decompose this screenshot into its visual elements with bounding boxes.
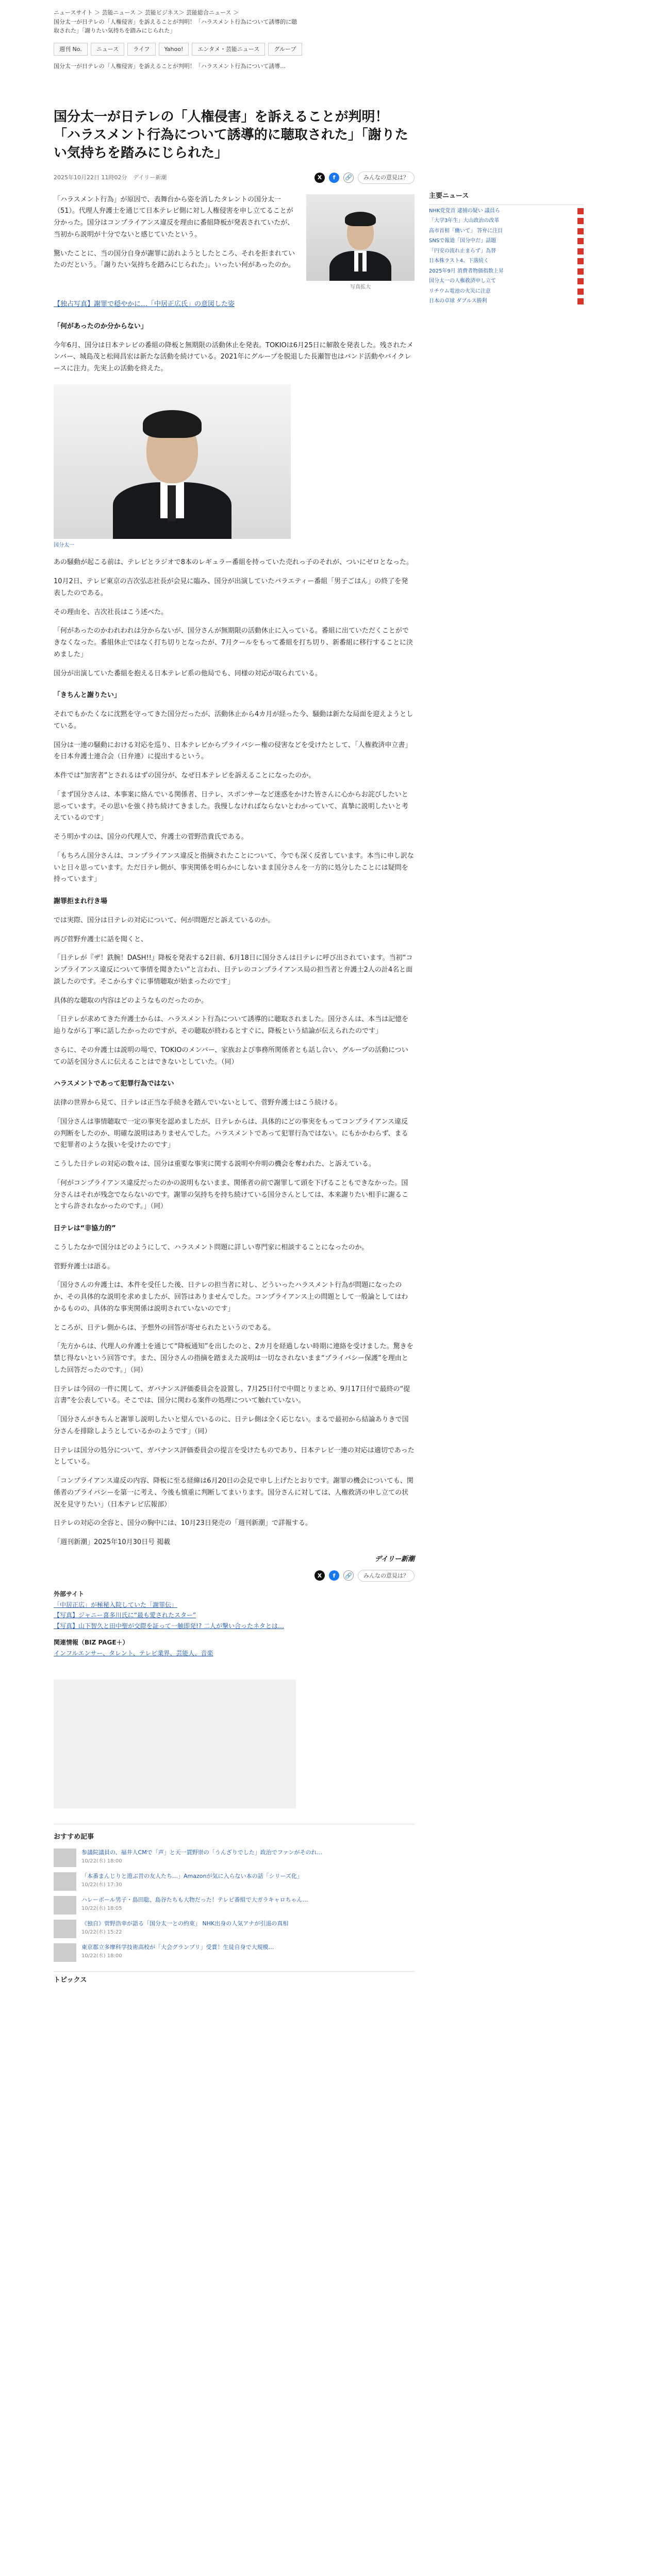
external-link[interactable]: 【写真】山下智久と田中聖が交際を証って一触即発!? 二人が撃い合ったネタとは… [54, 1622, 284, 1630]
new-badge-icon [577, 208, 584, 214]
new-badge-icon [577, 289, 584, 295]
recommend-thumbnail [54, 1943, 76, 1962]
paragraph: ところが、日テレ側からは、予想外の回答が寄せられたというのである。 [54, 1324, 275, 1332]
ad-slot[interactable] [54, 1680, 296, 1808]
link-copy-icon[interactable]: 🔗 [343, 1570, 354, 1581]
sidebar-news-text: 日本の卓球 ダブルス勝利 [429, 298, 487, 304]
recommend-section [54, 1824, 415, 1987]
recommend-item[interactable] [54, 1943, 415, 1962]
facebook-share-icon[interactable]: f [329, 173, 339, 183]
paragraph: 日テレは今回の一件に関して、ガバナンス評価委員会を設置し、7月25日付で中間とりまとめ、9月17日付で最終の“提言書”を公表している。そこでは、国分に関わる案件の処理について触れていない。 [54, 1385, 410, 1405]
x-share-icon[interactable]: X [315, 1570, 325, 1581]
article-source[interactable]: デイリー新潮 [133, 174, 167, 181]
paragraph: 「先方からは、代理人の弁護士を通じて“降板通知”を出したのと、2カ月を経過しない時期に連絡を受けました。驚きを禁じ得ないという回答です。また、国分さんの指摘を踏まえた説明は一切なされないまま“プライバシー保護”を理由とした回答だったのです。」（同） [54, 1343, 413, 1374]
opinion-button[interactable]: みんなの意見は？ [358, 172, 415, 183]
article-meta [54, 172, 415, 183]
portrait-figure [329, 210, 391, 281]
tag-links[interactable]: インフルエンサー、タレント、テレビ業界、芸能人、音楽 [54, 1649, 213, 1657]
recommend-date: 10/22(水) 15:22 [81, 1929, 122, 1936]
new-badge-icon [577, 228, 584, 234]
recommend-text: 「本番まんじりと遊ぶ昔の友人たち…」Amazonが気に入らない本の話「シリーズ化」 [81, 1872, 303, 1879]
paragraph: 「もちろん国分さんは、コンプライアンス違反と指摘されたことについて、今でも深く反省しています。本当に申し訳ないと日々思っています。ただ日テレ側が、事実関係を明らかにしないまま国分さんを一方的に処分したことには疑問を持っています」 [54, 852, 414, 884]
external-link[interactable]: 【写真】ジャニー喜多川氏に“最も愛されたスター” [54, 1612, 196, 1619]
sidebar-news-text: 高市首相「働いて」 答弁に注目 [429, 228, 503, 234]
paragraph: 再び菅野弁護士に話を聞くと、 [54, 935, 148, 943]
paragraph: 「国分さんがきちんと謝罪し説明したいと望んでいるのに、日テレ側は全く応じない。まるで最初から結論ありきで国分さんを排除しようとしているかのようです」（同） [54, 1416, 409, 1435]
photo-caption[interactable]: 写真拡大 [350, 284, 371, 290]
paragraph: さらに、その弁護士は説明の場で、TOKIOのメンバー、家族および事務所関係者とも話し合い、グループの活動についての話を国分さんに伝えることはできないとしていた。（同） [54, 1046, 408, 1066]
section-heading-3: 謝罪拒まれ行き場 [54, 897, 108, 906]
external-links [54, 1600, 415, 1631]
paragraph: 菅野弁護士は語る。 [54, 1262, 114, 1270]
paragraph: 「何があったのかわれわれは分からないが、国分さんが無期限の活動休止に入っている。番組に出ていただくことができなくなった。番組休止ではなく打ち切りとなったが、7月クールをもって番組を打ち切り、新番組に移行することに決めました」 [54, 627, 413, 658]
recommend-thumbnail [54, 1920, 76, 1938]
new-badge-icon [577, 218, 584, 224]
link-copy-icon[interactable]: 🔗 [343, 173, 354, 183]
paragraph: こうしたなかで国分はどのようにして、ハラスメント問題に詳しい専門家に相談することになったのか。 [54, 1243, 369, 1251]
new-badge-icon [577, 258, 584, 264]
article-date: 2025年10月22日 11時02分 [54, 174, 127, 181]
new-badge-icon [577, 238, 584, 244]
paragraph: 「何がコンプライアンス違反だったのかの説明もないまま、関係者の前で謝罪して頭を下げることもできなかった。国分さんはそれが残念でならないのです。謝罪の気持ちを持ち続けている国分さんとしては、本来謝りたい相手に謝ることすら許されなかったのです。」（同） [54, 1179, 408, 1211]
sidebar-news-item[interactable] [429, 287, 584, 296]
new-badge-icon [577, 298, 584, 304]
paragraph: 日テレは国分の処分について、ガバナンス評価委員会の提言を受けたものであり、日本テレビ一連の対応は適切であったとしている。 [54, 1446, 415, 1466]
section-heading-2: 「きちんと謝りたい」 [54, 691, 121, 700]
paragraph: こうした日テレの対応の数々は、国分は重要な事実に関する説明や弁明の機会を奪われた、と訴えている。 [54, 1160, 375, 1168]
x-share-icon[interactable]: X [315, 173, 325, 183]
share-bar-bottom [54, 1570, 415, 1582]
lead-paragraph: 「ハラスメント行為」が原因で、表舞台から姿を消したタレントの国分太一（51）。代理人弁護士を通じて日本テレビ側に対し人権侵害を申し立てることが分かった。国分はコンプライアンス違反を理由に番組降板が発表されていたが、当初から説明が十分でないと感じていたという。 [54, 195, 294, 239]
paragraph: 本件では“加害者”とされるはずの国分が、なぜ日本テレビを訴えることになったのか。 [54, 772, 316, 780]
section-heading-5: 日テレは“非協力的” [54, 1225, 116, 1233]
breadcrumb-link-1[interactable]: ニュースサイト ＞ 芸能ニュース ＞ 芸能ビジネス＞ 芸能総合ニュース ＞ [54, 9, 239, 16]
recommend-thumbnail [54, 1872, 76, 1891]
biz-page-title: 関連情報（BIZ PAGE＋） [54, 1638, 129, 1646]
sidebar-news-item[interactable] [429, 297, 584, 306]
main-photo[interactable] [54, 384, 291, 550]
breadcrumb-line-2: 国分太一が日テレの「人権侵害」を訴えることが判明！「ハラスメント行為について誘導的に聴 [54, 18, 297, 25]
sidebar-news-text: 「円安の流れ止まらず」為替 [429, 248, 496, 254]
sidebar-news-item[interactable] [429, 227, 584, 235]
opinion-button[interactable]: みんなの意見は？ [358, 1570, 415, 1582]
share-bar [315, 172, 415, 183]
portrait-image [306, 194, 415, 281]
tab-news[interactable]: ニュース [91, 43, 124, 56]
nav-tabs [54, 43, 464, 56]
recommend-thumbnail [54, 1896, 76, 1914]
breadcrumb-area [0, 0, 464, 71]
tab-yahoo[interactable]: Yahoo! [159, 43, 189, 56]
recommend-date: 10/22(水) 18:05 [81, 1906, 122, 1912]
article-title: 国分太一が日テレの「人権侵害」を訴えることが判明！「ハラスメント行為について誘導的に聴取された」「謝りたい気持ちを踏みにじられた」 [54, 109, 408, 161]
paragraph: 「コンプライアンス違反の内容、降板に至る経緯は6月20日の会見で申し上げたとおりです。謝罪の機会についても、関係者のプライバシーを第一に考え、今後も慎重に判断してまいります。国分さんに対しては、人権救済の申し立ての状況を見守りたい」（日本テレビ広報部） [54, 1477, 413, 1509]
new-badge-icon [577, 278, 584, 284]
paragraph: 日テレの対応の全容と、国分の胸中には、10月23日発売の「週刊新潮」で詳報する。 [54, 1519, 312, 1528]
publisher-logo[interactable]: デイリー新潮 [374, 1555, 415, 1563]
main-figure [113, 405, 231, 539]
sub-breadcrumb: 国分太一が日テレの「人権侵害」を訴えることが判明！「ハラスメント行為について誘導... [54, 63, 286, 70]
recommend-text: 参議院議員の、福井人CMで「声」と天一貫野崇の「うんざりでした」政治でファンがそのれ… [81, 1849, 323, 1856]
breadcrumb-line-3: 取された」「謝りたい気持ちを踏みにじられた」 [54, 27, 176, 35]
main-photo-caption[interactable]: 国分太一 [54, 542, 74, 548]
paragraph: 「まず国分さんは、本事案に絡んでいる関係者、日テレ、スポンサーなど迷惑をかけた皆さんに心からお詫びしたいと思っています。その思いを強く持ち続けてきました。我慢しなければならないとわかっていて、真摯に説明したいと考えているのです」 [54, 790, 408, 822]
paragraph: それでもかたくなに沈黙を守ってきた国分だったが、活動休止から4カ月が経った今、騒動は新たな局面を迎えようとしている。 [54, 710, 413, 730]
external-link[interactable]: 「中居正広」が極秘入院していた「謝罪伝」 [54, 1601, 178, 1608]
sidebar-news-text: リチウム電池の火災に注意 [429, 288, 491, 294]
sidebar-news-item[interactable] [429, 237, 584, 245]
lead-photo[interactable] [306, 194, 415, 292]
tab-life[interactable]: ライフ [127, 43, 155, 56]
article-lead [54, 194, 415, 292]
sidebar-news-item[interactable] [429, 277, 584, 285]
recommend-thumbnail [54, 1849, 76, 1867]
paragraph: 「日テレが『ザ！鉄腕！DASH!!』降板を発表する2日前、6月18日に国分さんは日テレに呼び出されています。当初“コンプライアンス違反について事情を聞きたい”と言われ、日テレのコンプライアンス局の担当者と弁護士2人の計4名と面談したのです。そこからすぐに事情聴取が始まったのです」 [54, 954, 413, 986]
recommend-item[interactable] [54, 1920, 415, 1938]
sidebar-news-item[interactable] [429, 247, 584, 256]
sidebar-news-text: 「大学3年生」大山政治の改革 [429, 218, 500, 224]
paragraph: そう明かすのは、国分の代理人で、弁護士の菅野浩貴氏である。 [54, 833, 248, 841]
sidebar-news-item[interactable] [429, 217, 584, 225]
new-badge-icon [577, 268, 584, 275]
facebook-share-icon[interactable]: f [329, 1570, 339, 1581]
section-heading-1: 「何があったのか分からない」 [54, 322, 147, 330]
recommend-item[interactable] [54, 1896, 415, 1914]
paragraph: 「日テレが求めてきた弁護士からは、ハラスメント行為について誘導的に聴取されました。国分さんは、本当は記憶を辿りながら丁寧に話したかったのですが、その聴取が終わるとすぐに、降板という結論が伝えられたのです」 [54, 1015, 409, 1036]
sidebar-news-item[interactable] [429, 267, 584, 276]
recommend-item[interactable] [54, 1849, 415, 1867]
paragraph: 国分が出演していた番組を抱える日本テレビ系の他局でも、同様の対応が取られている。 [54, 669, 322, 677]
paragraph: その理由を、吉次社長はこう述べた。 [54, 608, 168, 616]
main-image [54, 384, 291, 539]
sidebar-title: 主要ニュース [429, 191, 584, 205]
recommend-title: おすすめ記事 [54, 1833, 94, 1841]
topics-heading: トピックス [54, 1971, 415, 1987]
section-heading-4: ハラスメントであって犯罪行為ではない [54, 1080, 174, 1088]
related-link-photo[interactable]: 【独占写真】謝罪で穏やかに…「中居正広氏」の意図した姿 [54, 300, 235, 309]
sidebar-news-item[interactable] [429, 207, 584, 215]
sidebar-news-text: NHK党党首 逮捕の疑い 議員ら [429, 208, 500, 214]
paragraph: 国分は一連の騒動における対応を巡り、日本テレビからプライバシー権の侵害などを受けたとして、「人権救済申立書」を日本弁護士連合会（日弁連）に提出するという。 [54, 741, 412, 761]
article [54, 108, 415, 1986]
sidebar [429, 191, 584, 306]
paragraph: では実際、国分は日テレの対応について、何が問題だと訴えているのか。 [54, 916, 275, 924]
tab-group[interactable]: グループ [268, 43, 302, 56]
paragraph: 10月2日、テレビ東京の吉次弘志社長が会見に臨み、国分が出演していたバラエティー番組「男子ごはん」の終了を発表したのである。 [54, 578, 408, 597]
sidebar-news-text: SNSで報道「国分中だ」話題 [429, 238, 496, 244]
sidebar-news-text: 2025年9月 消費者物価指数上昇 [429, 268, 504, 274]
paragraph: あの騒動が起こる前は、テレビとラジオで8本のレギュラー番組を持っていた売れっ子のそれが、ついにゼロとなった。 [54, 558, 413, 567]
recommend-item[interactable] [54, 1872, 415, 1891]
external-sites-title: 外部サイト [54, 1590, 85, 1598]
recommend-date: 10/22(水) 17:30 [81, 1882, 122, 1888]
recommend-text: 《独自》菅野浩幸が語る「国分太一との約束」 NHK出身の人気アナが引退の真相 [81, 1920, 289, 1927]
paragraph: 今年6月、国分は日本テレビの番組の降板と無期限の活動休止を発表。TOKIOは6月25日に解散を発表した。残されたメンバー、城島茂と松岡昌宏は新たな活動を続けている。2021年にグループを脱退した長瀬智也はバンド活動やバイクレースに注力。先実上の活動を終えた。 [54, 341, 413, 373]
tab-weekly[interactable]: 週刊 No. [54, 43, 88, 56]
article-body [54, 299, 415, 1549]
lead-paragraph-2: 驚いたことに、当の国分自身が謝罪に訪れようとしたところ、それを拒まれていたのだという。「謝りたい気持ちを踏みにじられた」。いったい何があったのか。 [54, 249, 295, 269]
breadcrumb [54, 8, 464, 36]
paragraph: 「国分さんの弁護士は、本件を受任した後、日テレの担当者に対し、どういったハラスメント行為が問題になったのか、その具体的な説明を求めましたが、回答はありませんでした。コンプライアンス上の問題として一般論としてはわかるものの、具体的な事実関係は説明されていないのです」 [54, 1281, 408, 1313]
sidebar-news-text: 日本株ラスト4、下落続く [429, 258, 489, 264]
paragraph: 法律の世界から見て、日テレは正当な手続きを踏んでいないとして、菅野弁護士はこう続ける。 [54, 1099, 342, 1107]
recommend-text: 東京都立多摩科学技術高校が「大会グランプリ」受賞！生徒自身で大規模… [81, 1943, 274, 1951]
sidebar-news-item[interactable] [429, 257, 584, 265]
recommend-date: 10/22(水) 18:00 [81, 1953, 122, 1959]
related-link [54, 299, 415, 311]
source-note: 「週刊新潮」2025年10月30日号 掲載 [54, 1538, 171, 1547]
recommend-text: ハレーボール男子・島田聡、島谷たちも大物だった！テレビ番組で大ガラキャロちゃん… [81, 1896, 308, 1903]
paragraph: 「国分さんは事情聴取で一定の事実を認めましたが、日テレからは、具体的にどの事実をもってコンプライアンス違反の判断をしたのか、明確な説明はありませんでした。ハラスメントであって犯罪行為ではない。にもかかわらず、まるで犯罪者のような扱いを受けたのです」 [54, 1117, 408, 1149]
recommend-date: 10/22(水) 18:00 [81, 1858, 122, 1865]
tab-entertainment[interactable]: エンタメ・芸能ニュース [192, 43, 265, 56]
paragraph: 具体的な聴取の内容はどのようなものだったのか。 [54, 996, 208, 1005]
sidebar-news-text: 国分太一の人権救済申し立て [429, 278, 496, 284]
new-badge-icon [577, 248, 584, 255]
